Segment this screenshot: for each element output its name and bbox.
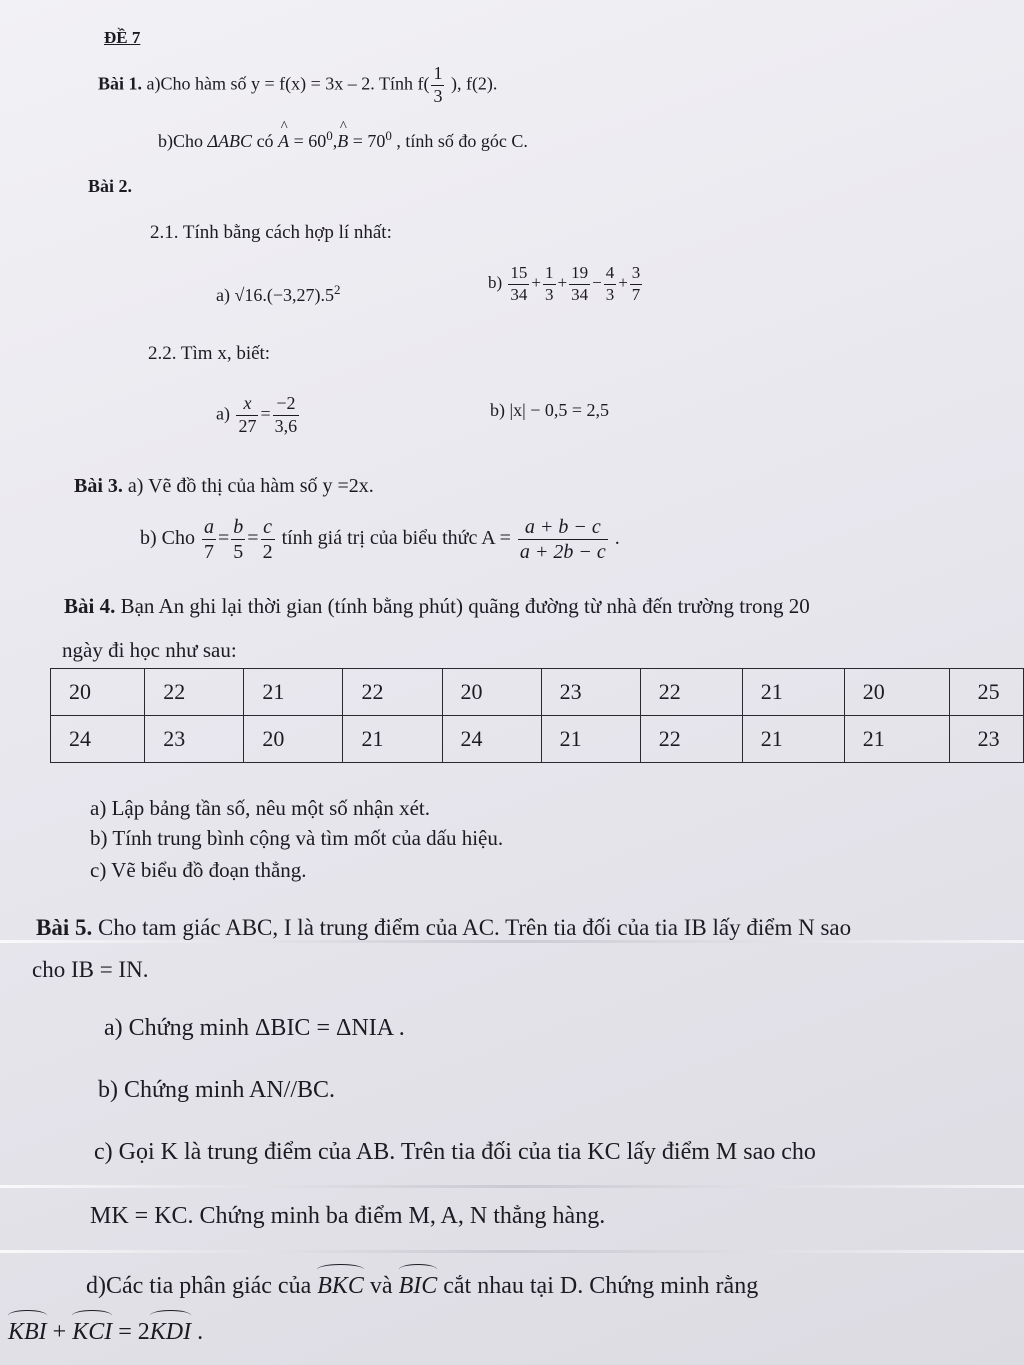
degree-mark: 0 xyxy=(385,128,392,143)
table-row xyxy=(51,716,1024,763)
equals-sign: = xyxy=(247,527,259,550)
bai5-d1-tail: cắt nhau tại D. Chứng minh rằng xyxy=(437,1273,759,1299)
time-data-table xyxy=(50,668,1024,763)
fraction-numerator: 15 xyxy=(508,264,529,285)
fraction-denominator: 3,6 xyxy=(274,415,298,436)
fraction-denominator: 5 xyxy=(233,541,244,563)
fraction-denominator: 34 xyxy=(571,284,589,304)
fraction-numerator: −2 xyxy=(273,394,300,416)
bai3-b-prefix: b) Cho xyxy=(140,527,195,550)
fraction-numerator: 1 xyxy=(543,264,556,285)
bai5-d2-end: . xyxy=(191,1319,204,1345)
table-cell: 23 xyxy=(949,716,1023,763)
bai4-item-a: a) Lập bảng tần số, nêu một số nhận xét. xyxy=(90,796,430,820)
operator: + xyxy=(531,273,542,293)
bai3-a-text: a) Vẽ đồ thị của hàm số y =2x. xyxy=(122,475,374,497)
table-cell: 20 xyxy=(844,669,949,716)
fraction-term xyxy=(630,264,643,304)
operator: + xyxy=(557,273,568,293)
fraction-numerator: a xyxy=(204,516,214,538)
bai2-1-b-label: b) xyxy=(488,273,503,293)
fraction-term xyxy=(604,264,617,304)
bai1-line-b: b)Cho ΔABC có ^ $A = 60^0,\^{}$ $B = 70^0$ , tính số đo góc C. xyxy=(158,128,528,153)
bai2-2-b: b) |x| − 0,5 = 2,5 xyxy=(490,400,610,420)
bai1-b-co: có xyxy=(252,131,279,151)
table-cell: 20 xyxy=(51,669,145,716)
fraction-denominator: 3 xyxy=(545,284,554,304)
table-cell: 21 xyxy=(844,716,949,763)
table-cell: 20 xyxy=(244,716,343,763)
bai4-text: Bạn An ghi lại thời gian (tính bằng phút) quãng đường từ nhà đến trường trong 20 xyxy=(115,594,810,618)
angle-b: ^ B xyxy=(337,131,348,153)
bai4-item-c: c) Vẽ biểu đồ đoạn thẳng. xyxy=(90,858,307,882)
bai4-item-b: b) Tính trung bình cộng và tìm mốt của dấu hiệu. xyxy=(90,826,504,850)
table-cell: 22 xyxy=(343,669,442,716)
fraction-neg2-3-6 xyxy=(273,394,300,437)
bai5-c2: MK = KC. Chứng minh ba điểm M, A, N thẳng hàng. xyxy=(90,1203,606,1229)
paper-fold xyxy=(0,1185,1024,1188)
bai4-line2: ngày đi học như sau: xyxy=(62,638,237,662)
fraction-x-27 xyxy=(236,394,258,437)
table-cell: 20 xyxy=(442,669,541,716)
bai2-2-a xyxy=(216,394,301,437)
bai5-line2: cho IB = IN. xyxy=(32,957,149,982)
bai5-d1-and: và xyxy=(363,1273,399,1299)
bai5-d1 xyxy=(86,1272,758,1301)
table-cell: 24 xyxy=(442,716,541,763)
table-cell: 25 xyxy=(949,669,1023,716)
bai5-b: b) Chứng minh AN//BC. xyxy=(98,1077,336,1103)
bai2-1-b-terms xyxy=(506,263,644,304)
fraction-denominator: 27 xyxy=(238,415,257,436)
bai1-a-tail: ), f(2). xyxy=(446,73,498,94)
bai1-a-fraction xyxy=(431,64,444,107)
fraction-numerator: b xyxy=(233,516,244,538)
fraction-numerator: 19 xyxy=(569,264,590,285)
bai5-text: Cho tam giác ABC, I là trung điểm của AC. Trên tia đối của tia IB lấy điểm N sao xyxy=(92,915,852,940)
degree-mark: 0 xyxy=(326,128,333,143)
table-cell: 21 xyxy=(742,716,844,763)
table-row xyxy=(51,669,1024,716)
triangle-abc: ΔABC xyxy=(207,131,253,151)
fraction-b-5 xyxy=(231,516,245,563)
expression-a-fraction xyxy=(518,516,608,563)
angle-a: ^ A xyxy=(278,131,289,153)
angle-kbi: KBI xyxy=(8,1319,47,1345)
fraction-denominator: 2 xyxy=(262,541,273,563)
bai2-1-a xyxy=(216,282,341,307)
bai5-d2 xyxy=(8,1318,203,1347)
bai2-2-a-label: a) xyxy=(216,403,230,424)
bai2-label: Bài 2. xyxy=(88,176,133,196)
table-cell: 23 xyxy=(145,716,244,763)
bai4-label: Bài 4. xyxy=(64,594,116,618)
bai3-label: Bài 3. xyxy=(74,475,123,497)
bai2-1-heading: 2.1. Tính bằng cách hợp lí nhất: xyxy=(150,222,392,243)
table-cell: 23 xyxy=(541,669,640,716)
fraction-denominator: 3 xyxy=(605,284,615,304)
exponent: 2 xyxy=(334,282,341,297)
fraction-denominator: a + 2b − c xyxy=(519,541,606,563)
angle-kdi: KDI xyxy=(149,1319,192,1345)
operator: + xyxy=(618,273,628,293)
bai5-label: Bài 5. xyxy=(36,915,93,940)
table-cell: 22 xyxy=(640,716,742,763)
bai1-label: Bài 1. xyxy=(98,73,143,94)
bai5-c1: c) Gọi K là trung điểm của AB. Trên tia đối của tia KC lấy điểm M sao cho xyxy=(94,1139,816,1165)
fraction-denominator: 7 xyxy=(204,541,214,563)
bai1-b-tail: , tính số đo góc C. xyxy=(391,131,528,151)
bai1-b-prefix: b)Cho xyxy=(158,131,208,151)
bai3-line-b xyxy=(140,516,620,563)
bai2-1-a-expr: a) √16.(−3,27).5 xyxy=(216,285,335,305)
fraction-term xyxy=(569,264,590,304)
operator: − xyxy=(592,273,602,293)
bai3-b-tail: . xyxy=(609,527,620,550)
bai1-a-text: a)Cho hàm số y = f(x) = 3x – 2. Tính f( xyxy=(142,73,430,94)
fraction-a-7 xyxy=(202,516,216,563)
bai1-line-a xyxy=(98,64,497,107)
fraction-numerator: 4 xyxy=(604,264,617,285)
table-cell: 22 xyxy=(145,669,244,716)
bai2-1-b xyxy=(488,264,644,304)
angle-bic: BIC xyxy=(398,1273,438,1299)
fraction-numerator: a + b − c xyxy=(518,516,608,540)
paper-fold xyxy=(0,1250,1024,1253)
exam-title: ĐỀ 7 xyxy=(104,28,141,47)
angle-b-value: = 70 xyxy=(348,131,386,151)
bai5-line1 xyxy=(36,914,851,942)
table-cell: 21 xyxy=(244,669,343,716)
equals-sign: = xyxy=(260,403,271,424)
bai3-b-mid: tính giá trị của biểu thức A = xyxy=(276,527,511,550)
fraction-c-2 xyxy=(261,516,275,563)
bai4-line1 xyxy=(64,594,810,619)
equals-sign: = xyxy=(218,527,230,550)
bai3-line-a xyxy=(74,474,374,498)
bai5-a: a) Chứng minh ΔBIC = ΔNIA . xyxy=(104,1015,405,1041)
angle-a-value: = 60 xyxy=(289,131,327,151)
fraction-denominator: 34 xyxy=(510,284,528,304)
equals-two: = 2 xyxy=(112,1319,150,1345)
fraction-denominator: 7 xyxy=(631,284,641,304)
fraction-numerator: 1 xyxy=(431,64,444,86)
table-cell: 21 xyxy=(343,716,442,763)
table-cell: 22 xyxy=(640,669,742,716)
fraction-denominator: 3 xyxy=(433,85,443,106)
fraction-numerator: c xyxy=(261,516,275,540)
fraction-term xyxy=(543,264,556,304)
bai5-d1-prefix: d)Các tia phân giác của xyxy=(86,1273,318,1299)
fraction-term xyxy=(508,264,529,304)
fraction-numerator: x xyxy=(236,394,258,416)
angle-bkc: BKC xyxy=(317,1273,364,1299)
bai2-2-heading: 2.2. Tìm x, biết: xyxy=(148,343,271,364)
table-cell: 24 xyxy=(51,716,145,763)
angle-kci: KCI xyxy=(72,1319,113,1345)
plus-sign: + xyxy=(46,1319,73,1345)
fraction-numerator: 3 xyxy=(630,264,643,285)
table-cell: 21 xyxy=(742,669,844,716)
table-cell: 21 xyxy=(541,716,640,763)
